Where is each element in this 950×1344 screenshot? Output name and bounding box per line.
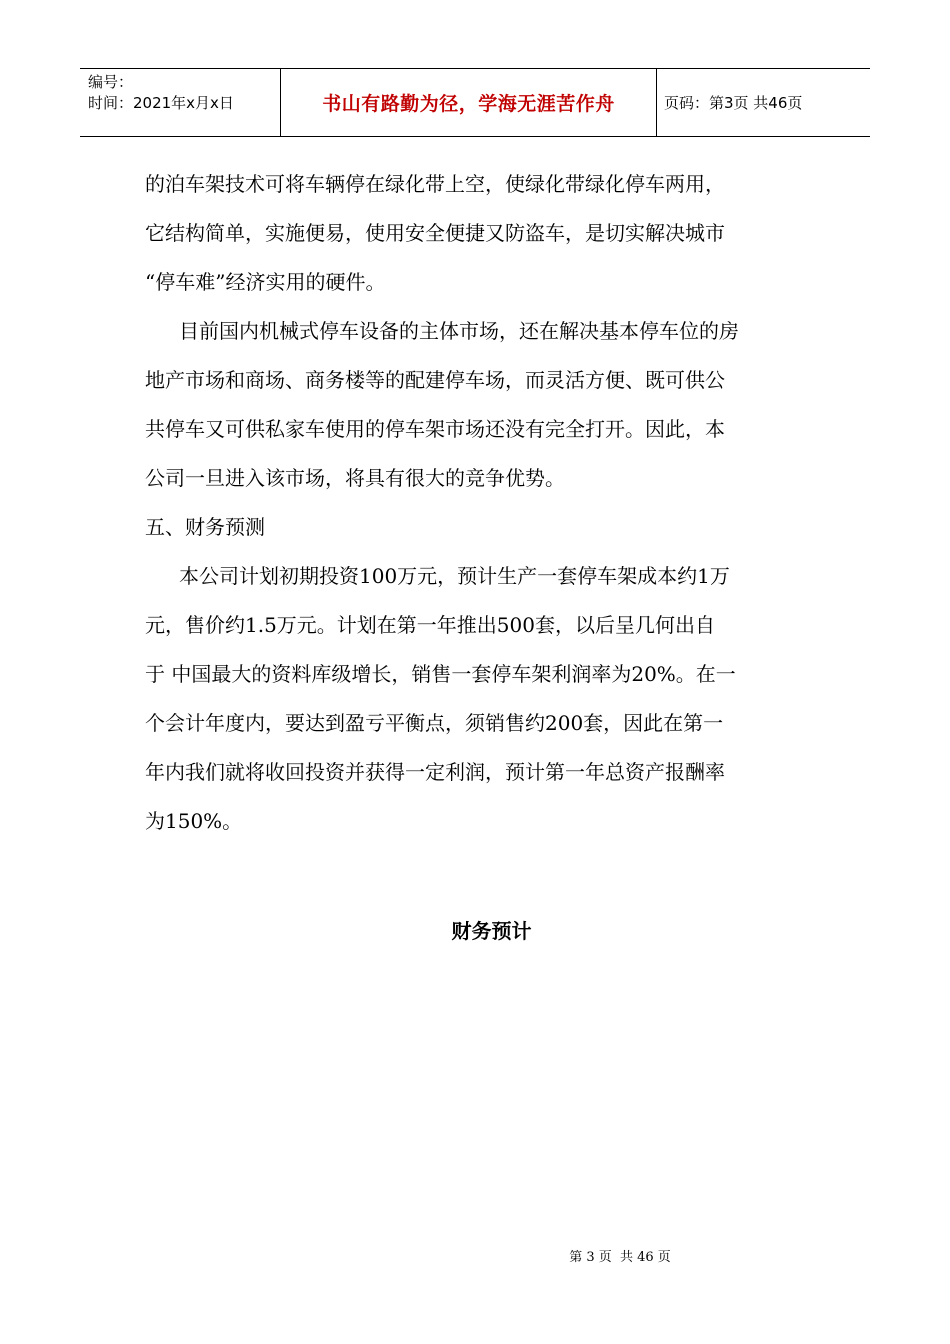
paragraph-line: 地产市场和商场、商务楼等的配建停车场，而灵活方便、既可供公 <box>145 368 725 392</box>
paragraph-line: “停车难”经济实用的硬件。 <box>145 270 386 294</box>
paragraph-line: 的泊车架技术可将车辆停在绿化带上空，使绿化带绿化停车两用， <box>145 172 725 196</box>
paragraph-line: 元，售价约1.5万元。计划在第一年推出500套，以后呈几何出自 <box>145 613 715 637</box>
document-number-label: 编号： <box>88 73 134 91</box>
header-page-number: 页码：第3页 共46页 <box>664 94 803 112</box>
paragraph-line: 本公司计划初期投资100万元，预计生产一套停车架成本约1万 <box>179 564 730 588</box>
header-motto: 书山有路勤为径，学海无涯苦作舟 <box>281 69 657 136</box>
page-header <box>80 68 870 137</box>
paragraph-line: 为150%。 <box>145 809 243 833</box>
paragraph-line: 共停车又可供私家车使用的停车架市场还没有完全打开。因此，本 <box>145 417 725 441</box>
chart-title: 财务预计 <box>451 919 532 943</box>
paragraph-line: 于 中国最大的资料库级增长，销售一套停车架利润率为20%。在一 <box>145 662 736 686</box>
paragraph-line: 年内我们就将收回投资并获得一定利润，预计第一年总资产报酬率 <box>145 760 725 784</box>
section-heading: 五、财务预测 <box>145 515 265 539</box>
paragraph-line: 公司一旦进入该市场，将具有很大的竞争优势。 <box>145 466 565 490</box>
header-meta <box>80 69 281 136</box>
document-date: 时间：2021年x月x日 <box>88 94 234 112</box>
paragraph-line: 个会计年度内，要达到盈亏平衡点，须销售约200套，因此在第一 <box>145 711 724 735</box>
paragraph-line: 它结构简单，实施便易，使用安全便捷又防盗车，是切实解决城市 <box>145 221 725 245</box>
page-footer: 第 3 页 共 46 页 <box>569 1250 671 1265</box>
document-body <box>145 160 805 846</box>
paragraph-line: 目前国内机械式停车设备的主体市场，还在解决基本停车位的房 <box>179 319 739 343</box>
